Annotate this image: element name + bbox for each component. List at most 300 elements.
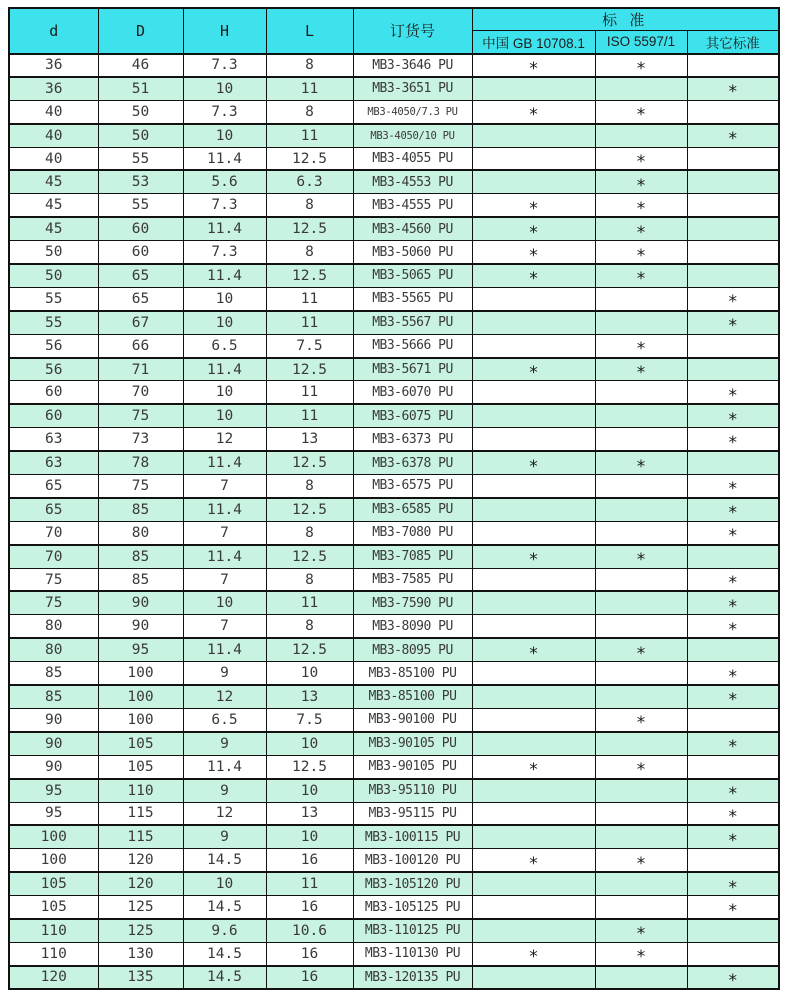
star-mark: *: [636, 760, 646, 779]
cell-d: 56: [9, 358, 98, 381]
table-row: [9, 896, 779, 919]
cell-d: 60: [9, 404, 98, 427]
star-mark: *: [636, 550, 646, 569]
cell-H: 11.4: [183, 755, 266, 778]
cell-order_no: MB3-110125 PU: [353, 919, 472, 942]
cell-order_no: MB3-7590 PU: [353, 591, 472, 614]
cell-order_no: MB3-4555 PU: [353, 194, 472, 217]
cell-order_no: MB3-4050/7.3 PU: [353, 100, 472, 123]
cell-std_cn: [472, 287, 595, 310]
star-mark: *: [728, 409, 737, 428]
star-mark: *: [636, 853, 646, 873]
cell-order_no: MB3-4560 PU: [353, 217, 472, 240]
cell-order_no: MB3-6585 PU: [353, 498, 472, 521]
cell-H: 10: [183, 311, 266, 334]
cell-order_no: MB3-110130 PU: [353, 942, 472, 965]
col-header-D: D: [98, 8, 183, 54]
cell-L: 12.5: [266, 545, 353, 568]
star-mark: *: [728, 316, 737, 335]
cell-order_no: MB3-5666 PU: [353, 334, 472, 357]
col-header-std-cn: 中国 GB 10708.1: [472, 31, 595, 54]
cell-std_iso: [595, 358, 687, 381]
cell-d: 110: [9, 919, 98, 942]
table-row: [9, 54, 779, 77]
cell-std_cn: [472, 708, 595, 731]
cell-std_cn: [472, 802, 595, 825]
col-header-d: d: [9, 8, 98, 54]
cell-L: 16: [266, 966, 353, 989]
cell-order_no: MB3-3651 PU: [353, 77, 472, 100]
cell-std_other: [687, 662, 779, 685]
table-row: [9, 404, 779, 427]
cell-L: 8: [266, 241, 353, 264]
cell-std_iso: [595, 241, 687, 264]
table-row: [9, 849, 779, 872]
cell-order_no: MB3-5065 PU: [353, 264, 472, 287]
cell-order_no: MB3-105125 PU: [353, 896, 472, 919]
star-mark: *: [529, 643, 538, 662]
cell-d: 75: [9, 591, 98, 614]
cell-H: 10: [183, 77, 266, 100]
cell-std_other: [687, 287, 779, 310]
cell-d: 45: [9, 170, 98, 193]
cell-L: 6.3: [266, 170, 353, 193]
cell-std_other: [687, 942, 779, 965]
table-row: [9, 217, 779, 240]
cell-d: 80: [9, 615, 98, 638]
cell-d: 105: [9, 872, 98, 895]
cell-d: 63: [9, 428, 98, 451]
cell-std_cn: [472, 591, 595, 614]
cell-d: 55: [9, 287, 98, 310]
cell-std_iso: [595, 545, 687, 568]
star-mark: *: [529, 269, 538, 288]
star-mark: *: [636, 643, 646, 662]
cell-std_other: [687, 428, 779, 451]
star-mark: *: [728, 503, 737, 522]
cell-L: 12.5: [266, 264, 353, 287]
cell-D: 100: [98, 662, 183, 685]
cell-H: 14.5: [183, 849, 266, 872]
cell-H: 7: [183, 475, 266, 498]
star-mark: *: [728, 806, 737, 826]
cell-H: 9: [183, 662, 266, 685]
cell-D: 105: [98, 732, 183, 755]
star-mark: *: [636, 245, 646, 265]
cell-std_cn: [472, 194, 595, 217]
cell-d: 105: [9, 896, 98, 919]
cell-d: 40: [9, 100, 98, 123]
cell-d: 40: [9, 147, 98, 170]
cell-std_iso: [595, 77, 687, 100]
cell-order_no: MB3-6373 PU: [353, 428, 472, 451]
table-header: [9, 8, 779, 54]
cell-H: 10: [183, 381, 266, 404]
table-row: [9, 334, 779, 357]
cell-H: 9: [183, 779, 266, 802]
cell-L: 8: [266, 100, 353, 123]
table-row: [9, 685, 779, 708]
cell-L: 10: [266, 662, 353, 685]
cell-d: 90: [9, 732, 98, 755]
cell-std_cn: [472, 170, 595, 193]
cell-std_iso: [595, 287, 687, 310]
cell-std_other: [687, 872, 779, 895]
cell-std_cn: [472, 311, 595, 334]
star-mark: *: [728, 596, 737, 615]
cell-D: 85: [98, 568, 183, 591]
cell-order_no: MB3-5671 PU: [353, 358, 472, 381]
star-mark: *: [728, 877, 737, 896]
cell-std_other: [687, 451, 779, 474]
cell-D: 60: [98, 241, 183, 264]
cell-L: 7.5: [266, 334, 353, 357]
cell-L: 11: [266, 287, 353, 310]
cell-H: 7.3: [183, 241, 266, 264]
star-mark: *: [529, 550, 538, 569]
cell-D: 53: [98, 170, 183, 193]
cell-D: 60: [98, 217, 183, 240]
cell-order_no: MB3-6070 PU: [353, 381, 472, 404]
cell-d: 45: [9, 217, 98, 240]
cell-H: 9: [183, 825, 266, 848]
table-row: [9, 264, 779, 287]
cell-D: 50: [98, 124, 183, 147]
cell-std_iso: [595, 147, 687, 170]
cell-order_no: MB3-120135 PU: [353, 966, 472, 989]
cell-d: 85: [9, 662, 98, 685]
cell-D: 65: [98, 287, 183, 310]
star-mark: *: [529, 947, 538, 966]
star-mark: *: [636, 152, 646, 171]
cell-std_cn: [472, 755, 595, 778]
cell-L: 11: [266, 872, 353, 895]
cell-std_other: [687, 591, 779, 614]
cell-std_iso: [595, 755, 687, 778]
cell-std_other: [687, 170, 779, 193]
cell-D: 90: [98, 615, 183, 638]
cell-L: 11: [266, 311, 353, 334]
cell-std_cn: [472, 451, 595, 474]
cell-std_iso: [595, 919, 687, 942]
cell-order_no: MB3-90105 PU: [353, 732, 472, 755]
cell-std_other: [687, 475, 779, 498]
cell-d: 50: [9, 264, 98, 287]
cell-L: 12.5: [266, 358, 353, 381]
table-row: [9, 475, 779, 498]
cell-std_other: [687, 615, 779, 638]
cell-std_other: [687, 358, 779, 381]
cell-D: 85: [98, 498, 183, 521]
cell-std_cn: [472, 872, 595, 895]
cell-std_iso: [595, 100, 687, 123]
cell-std_cn: [472, 966, 595, 989]
cell-std_cn: [472, 241, 595, 264]
cell-std_other: [687, 732, 779, 755]
cell-std_iso: [595, 849, 687, 872]
cell-L: 13: [266, 428, 353, 451]
cell-std_iso: [595, 475, 687, 498]
cell-std_cn: [472, 545, 595, 568]
table-row: [9, 732, 779, 755]
cell-std_iso: [595, 568, 687, 591]
table-row: [9, 381, 779, 404]
cell-d: 45: [9, 194, 98, 217]
cell-H: 11.4: [183, 358, 266, 381]
cell-std_iso: [595, 264, 687, 287]
cell-H: 10: [183, 404, 266, 427]
cell-d: 65: [9, 475, 98, 498]
star-mark: *: [636, 456, 646, 475]
cell-D: 115: [98, 802, 183, 825]
cell-D: 120: [98, 872, 183, 895]
cell-std_cn: [472, 428, 595, 451]
table-row: [9, 545, 779, 568]
cell-D: 90: [98, 591, 183, 614]
cell-D: 95: [98, 638, 183, 661]
cell-std_other: [687, 241, 779, 264]
star-mark: *: [728, 292, 737, 311]
cell-H: 10: [183, 124, 266, 147]
cell-H: 7: [183, 615, 266, 638]
cell-std_iso: [595, 685, 687, 708]
star-mark: *: [529, 58, 538, 77]
cell-order_no: MB3-95115 PU: [353, 802, 472, 825]
cell-d: 90: [9, 708, 98, 731]
cell-L: 12.5: [266, 451, 353, 474]
cell-order_no: MB3-6575 PU: [353, 475, 472, 498]
cell-std_iso: [595, 217, 687, 240]
cell-std_cn: [472, 685, 595, 708]
cell-std_cn: [472, 779, 595, 802]
cell-H: 5.6: [183, 170, 266, 193]
header-row-top: [9, 8, 779, 31]
cell-L: 8: [266, 615, 353, 638]
cell-D: 67: [98, 311, 183, 334]
cell-L: 8: [266, 568, 353, 591]
cell-order_no: MB3-5565 PU: [353, 287, 472, 310]
cell-order_no: MB3-4055 PU: [353, 147, 472, 170]
table-row: [9, 311, 779, 334]
cell-d: 36: [9, 54, 98, 77]
cell-L: 12.5: [266, 147, 353, 170]
cell-std_cn: [472, 404, 595, 427]
cell-std_cn: [472, 54, 595, 77]
cell-std_cn: [472, 662, 595, 685]
cell-std_other: [687, 825, 779, 848]
star-mark: *: [529, 198, 538, 218]
table-row: [9, 708, 779, 731]
star-mark: *: [636, 175, 646, 194]
cell-order_no: MB3-7085 PU: [353, 545, 472, 568]
cell-d: 80: [9, 638, 98, 661]
cell-std_iso: [595, 334, 687, 357]
cell-L: 8: [266, 194, 353, 217]
cell-std_iso: [595, 521, 687, 544]
cell-d: 75: [9, 568, 98, 591]
star-mark: *: [636, 222, 646, 241]
cell-H: 10: [183, 591, 266, 614]
cell-d: 55: [9, 311, 98, 334]
table-row: [9, 919, 779, 942]
cell-H: 7.3: [183, 194, 266, 217]
cell-std_iso: [595, 194, 687, 217]
cell-std_cn: [472, 358, 595, 381]
cell-D: 55: [98, 194, 183, 217]
cell-std_other: [687, 404, 779, 427]
cell-H: 12: [183, 685, 266, 708]
cell-order_no: MB3-105120 PU: [353, 872, 472, 895]
table-row: [9, 802, 779, 825]
table-row: [9, 451, 779, 474]
table-row: [9, 287, 779, 310]
cell-H: 14.5: [183, 966, 266, 989]
cell-H: 14.5: [183, 942, 266, 965]
cell-D: 71: [98, 358, 183, 381]
star-mark: *: [728, 526, 737, 545]
cell-L: 13: [266, 802, 353, 825]
cell-H: 14.5: [183, 896, 266, 919]
cell-std_other: [687, 217, 779, 240]
cell-D: 125: [98, 919, 183, 942]
cell-L: 7.5: [266, 708, 353, 731]
star-mark: *: [728, 784, 737, 802]
cell-D: 78: [98, 451, 183, 474]
cell-d: 95: [9, 802, 98, 825]
cell-L: 11: [266, 591, 353, 614]
cell-std_other: [687, 545, 779, 568]
cell-d: 95: [9, 779, 98, 802]
star-mark: *: [728, 900, 737, 919]
cell-L: 12.5: [266, 217, 353, 240]
cell-std_iso: [595, 662, 687, 685]
star-mark: *: [529, 245, 538, 265]
cell-order_no: MB3-5060 PU: [353, 241, 472, 264]
cell-D: 115: [98, 825, 183, 848]
cell-d: 70: [9, 545, 98, 568]
cell-std_cn: [472, 615, 595, 638]
cell-std_cn: [472, 638, 595, 661]
cell-order_no: MB3-6075 PU: [353, 404, 472, 427]
table-row: [9, 966, 779, 989]
star-mark: *: [728, 830, 737, 849]
cell-D: 73: [98, 428, 183, 451]
star-mark: *: [728, 619, 737, 639]
seal-spec-table: [8, 7, 780, 990]
cell-std_cn: [472, 217, 595, 240]
star-mark: *: [728, 479, 737, 498]
cell-L: 11: [266, 77, 353, 100]
cell-L: 12.5: [266, 498, 353, 521]
cell-H: 9.6: [183, 919, 266, 942]
star-mark: *: [728, 573, 737, 592]
table-row: [9, 662, 779, 685]
cell-order_no: MB3-5567 PU: [353, 311, 472, 334]
cell-order_no: MB3-4050/10 PU: [353, 124, 472, 147]
cell-std_iso: [595, 54, 687, 77]
table-row: [9, 942, 779, 965]
cell-H: 7.3: [183, 54, 266, 77]
cell-order_no: MB3-7080 PU: [353, 521, 472, 544]
cell-order_no: MB3-85100 PU: [353, 685, 472, 708]
cell-std_other: [687, 334, 779, 357]
cell-D: 120: [98, 849, 183, 872]
table-row: [9, 170, 779, 193]
cell-std_cn: [472, 732, 595, 755]
cell-H: 11.4: [183, 264, 266, 287]
cell-std_iso: [595, 825, 687, 848]
table-row: [9, 241, 779, 264]
cell-H: 11.4: [183, 638, 266, 661]
table-row: [9, 147, 779, 170]
star-mark: *: [728, 432, 737, 452]
cell-H: 7.3: [183, 100, 266, 123]
cell-std_cn: [472, 896, 595, 919]
cell-std_other: [687, 568, 779, 591]
col-header-order-no: 订货号: [353, 8, 472, 54]
cell-order_no: MB3-6378 PU: [353, 451, 472, 474]
table-row: [9, 591, 779, 614]
star-mark: *: [728, 82, 737, 101]
cell-D: 51: [98, 77, 183, 100]
cell-D: 75: [98, 404, 183, 427]
table-row: [9, 638, 779, 661]
cell-D: 135: [98, 966, 183, 989]
cell-order_no: MB3-90105 PU: [353, 755, 472, 778]
table-row: [9, 100, 779, 123]
cell-D: 105: [98, 755, 183, 778]
cell-std_other: [687, 685, 779, 708]
star-mark: *: [636, 105, 646, 124]
cell-std_iso: [595, 872, 687, 895]
cell-std_iso: [595, 311, 687, 334]
cell-order_no: MB3-100115 PU: [353, 825, 472, 848]
cell-std_iso: [595, 942, 687, 965]
cell-std_other: [687, 147, 779, 170]
cell-std_other: [687, 264, 779, 287]
cell-D: 130: [98, 942, 183, 965]
cell-std_cn: [472, 77, 595, 100]
table-row: [9, 498, 779, 521]
star-mark: *: [636, 269, 646, 288]
cell-d: 110: [9, 942, 98, 965]
cell-std_other: [687, 498, 779, 521]
cell-std_cn: [472, 568, 595, 591]
cell-d: 63: [9, 451, 98, 474]
star-mark: *: [636, 947, 646, 966]
cell-d: 65: [9, 498, 98, 521]
cell-std_cn: [472, 381, 595, 404]
cell-std_cn: [472, 264, 595, 287]
table-row: [9, 568, 779, 591]
cell-std_iso: [595, 966, 687, 989]
star-mark: *: [728, 385, 737, 405]
cell-order_no: MB3-3646 PU: [353, 54, 472, 77]
cell-std_iso: [595, 802, 687, 825]
cell-std_iso: [595, 124, 687, 147]
cell-D: 80: [98, 521, 183, 544]
table-body: [9, 54, 779, 990]
table-row: [9, 124, 779, 147]
cell-H: 12: [183, 428, 266, 451]
star-mark: *: [529, 853, 538, 873]
cell-L: 8: [266, 521, 353, 544]
cell-std_iso: [595, 708, 687, 731]
cell-D: 100: [98, 685, 183, 708]
cell-std_iso: [595, 638, 687, 661]
cell-D: 85: [98, 545, 183, 568]
cell-order_no: MB3-95110 PU: [353, 779, 472, 802]
